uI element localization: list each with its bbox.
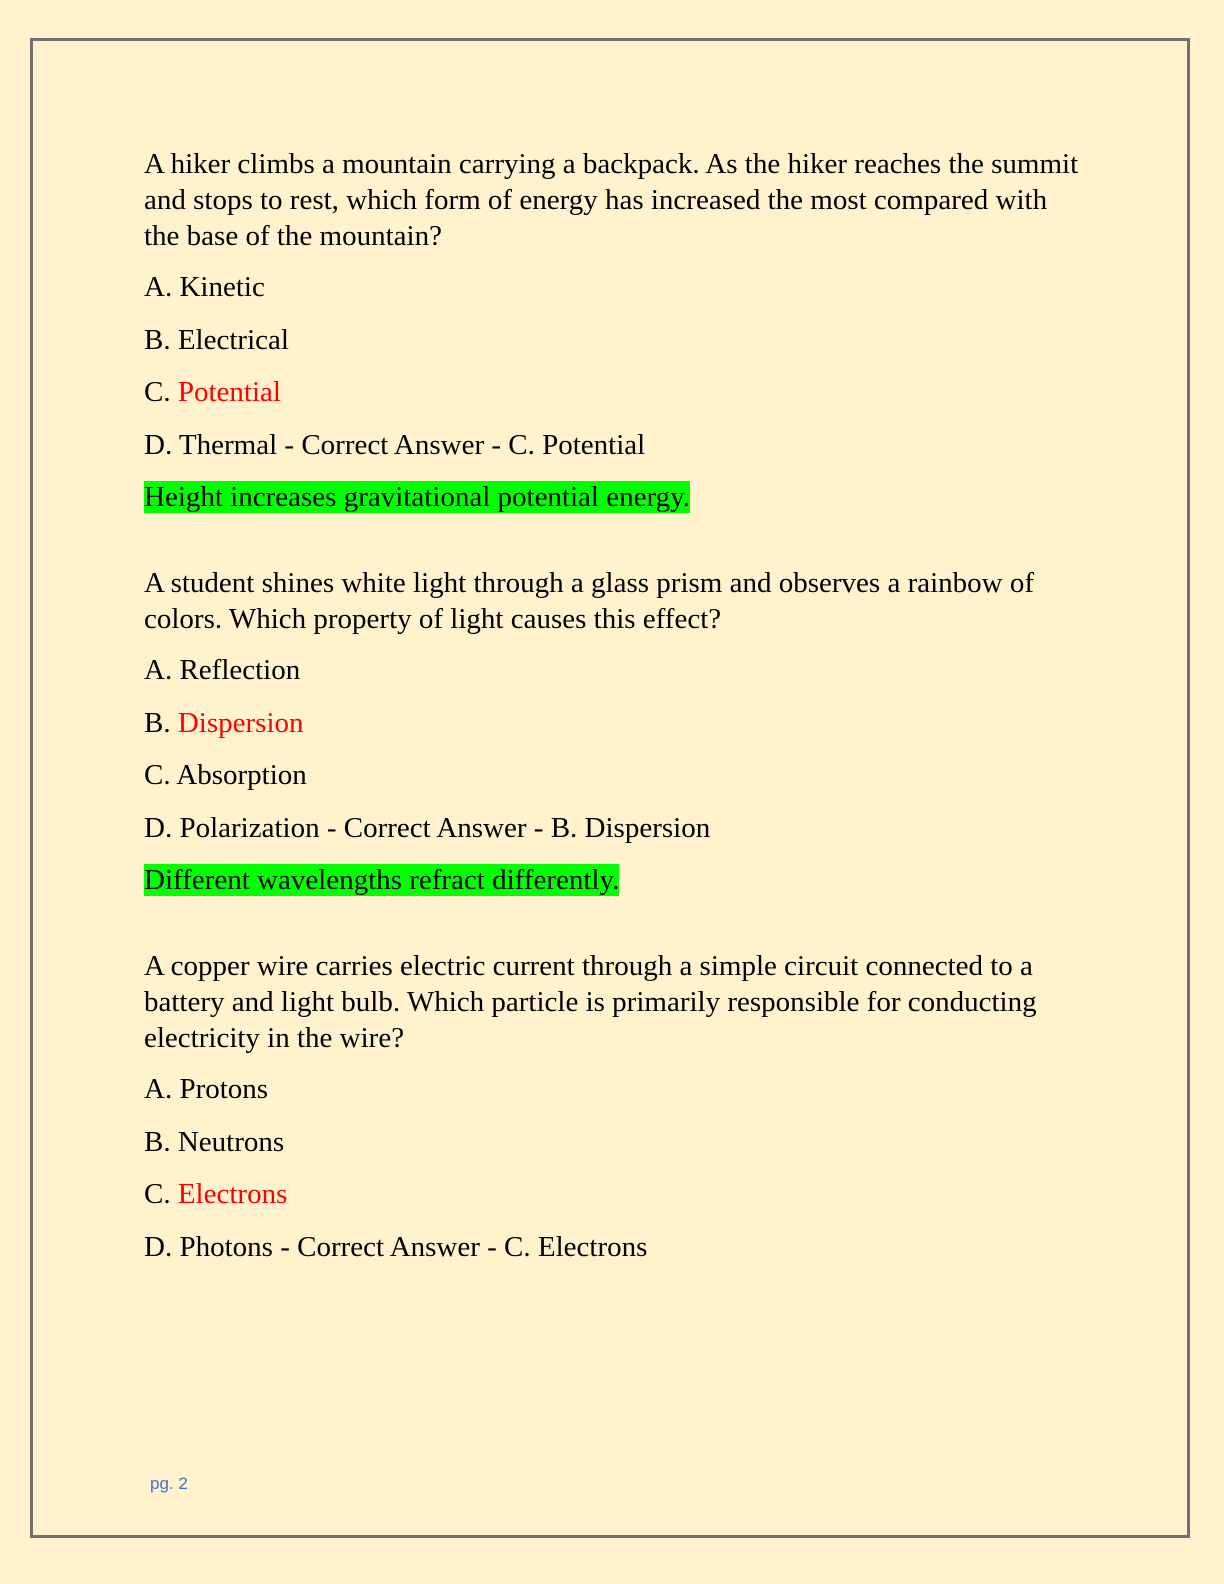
correct-answer-note: - Correct Answer - C. Potential <box>277 428 646 461</box>
option-prefix: A. <box>144 271 180 303</box>
option-text: Reflection <box>179 654 301 686</box>
question-text: A student shines white light through a glass prism and observes a rainbow of colors. Which property of light causes this effect? <box>144 567 1035 635</box>
explanation <box>144 479 1084 515</box>
question-block <box>144 146 1084 515</box>
option-text: Absorption <box>176 759 307 791</box>
option-a <box>144 652 1084 688</box>
option-prefix: D. <box>144 428 179 461</box>
option-prefix: B. <box>144 706 178 739</box>
question-block <box>144 565 1084 898</box>
option-text: Polarization <box>179 811 320 844</box>
page-number: pg. 2 <box>150 1474 188 1493</box>
option-prefix: B. <box>144 323 178 356</box>
option-text: Neutrons <box>177 1125 285 1158</box>
explanation <box>144 862 1084 898</box>
option-text: Photons <box>179 1230 273 1263</box>
document-content <box>144 146 1084 1315</box>
option-a <box>144 269 1084 305</box>
question-text: A copper wire carries electric current through a simple circuit connected to a battery and light bulb. Which particle is primarily responsible for conducting electricity in the wire? <box>144 950 1037 1054</box>
option-prefix: A. <box>144 654 180 686</box>
option-prefix: D. <box>144 811 180 844</box>
correct-option-text: Dispersion <box>177 706 304 739</box>
option-c <box>144 1176 1084 1212</box>
option-c <box>144 374 1084 410</box>
option-prefix: C. <box>144 376 178 408</box>
option-b <box>144 705 1084 741</box>
correct-option-text: Potential <box>177 376 281 408</box>
option-c <box>144 757 1084 793</box>
option-text: Thermal <box>178 428 278 461</box>
option-prefix: A. <box>144 1073 180 1105</box>
option-text: Kinetic <box>179 271 265 303</box>
option-text: Electrical <box>177 323 289 356</box>
option-b <box>144 1124 1084 1160</box>
option-d <box>144 810 1084 846</box>
correct-option-text: Electrons <box>177 1178 288 1210</box>
correct-answer-note: - Correct Answer - B. Dispersion <box>319 811 711 844</box>
correct-answer-note: - Correct Answer - C. Electrons <box>272 1230 648 1263</box>
option-d <box>144 427 1084 463</box>
option-prefix: D. <box>144 1230 180 1263</box>
option-prefix: C. <box>144 759 177 791</box>
explanation-text: Height increases gravitational potential energy. <box>144 481 690 513</box>
option-a <box>144 1071 1084 1107</box>
option-d <box>144 1229 1084 1265</box>
option-prefix: C. <box>144 1178 178 1210</box>
option-b <box>144 322 1084 358</box>
question-text: A hiker climbs a mountain carrying a backpack. As the hiker reaches the summit and stops to rest, which form of energy has increased the most compared with the base of the mountain? <box>144 148 1079 252</box>
explanation-text: Different wavelengths refract differently. <box>144 864 620 896</box>
option-prefix: B. <box>144 1125 178 1158</box>
question-block <box>144 948 1084 1265</box>
option-text: Protons <box>179 1073 269 1105</box>
